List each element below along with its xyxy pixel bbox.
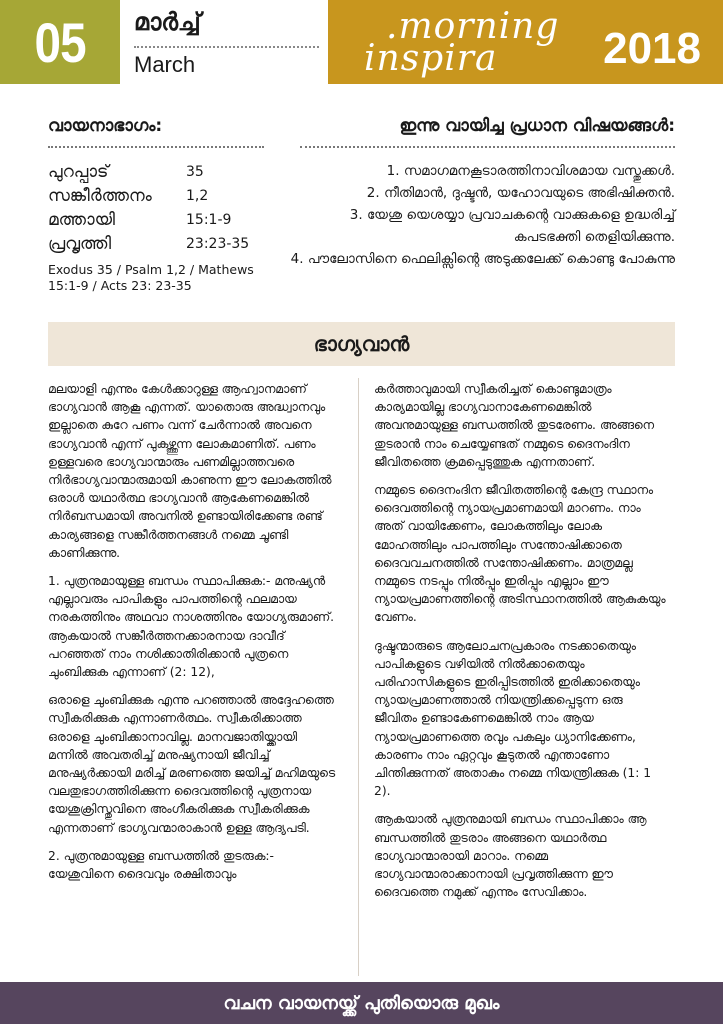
reading-ref: 1,2 (186, 188, 209, 204)
date-box (0, 0, 120, 84)
reading-book: മത്തായി (48, 210, 115, 230)
month-divider (134, 46, 319, 48)
article-paragraph: ദുഷ്ടന്മാരുടെ ആലോചനപ്രകാരം നടക്കാതെയും പാപികളുടെ വഴിയിൽ നിൽക്കാതെയും പരിഹാസികളുടെ ഇരിപ്പിടത്തിൽ ഇരിക്കാതെയും ന്യായപ്രമാണത്താൽ നിയന്ത്രിക്കപ്പെടുന്ന ഒരു ജീവിതം ഉണ്ടാകേണമെങ്കിൽ നാം ആയ ന്യായപ്രമാണത്തെ രവും പകലും ധ്യാനിക്കേണം, കാരണം നാം ഏറ്റവും കൂടുതൽ എന്താണോ ചിന്തിക്കുന്നത് അതാകും നമ്മെ നിയന്ത്രിക്കുക (1: 1 2). (374, 638, 652, 799)
reading-divider (48, 146, 264, 148)
reading-book: സങ്കീർത്തനം (48, 186, 152, 206)
article-paragraph: 1. പുത്രനുമായുള്ള ബന്ധം സ്ഥാപിക്കുക:- മനുഷ്യൻ എല്ലാവരും പാപികളും പാപത്തിന്റെ ഫലമായ നരകത്തിനും അഥവാ നാശത്തിനും യോഗ്യരുമാണ്. ആകയാൽ സങ്കീർത്തനക്കാരനായ ദാവീദ് പറഞ്ഞത് നാം നശിക്കാതിരിക്കാൻ പുത്രനെ ചുംബിക്കുക എന്നാണ് (2: 12), (48, 574, 334, 680)
reading-ref: 15:1-9 (186, 212, 232, 228)
article-title: ഭാഗ്യവാൻ (313, 332, 410, 356)
topics-divider (300, 146, 675, 148)
article-paragraph: കർത്താവുമായി സ്വീകരിച്ചത് കൊണ്ടുമാത്രം കാര്യമായില്ല ഭാഗ്യവാനാകേണമെങ്കിൽ അവനുമായുള്ള ബന്ധത്തിൽ തുടരേണം. അങ്ങനെ തുടരാൻ നാം ചെയ്യേണ്ടത് നമ്മുടെ ദൈനംദിന ജീവിതത്തെ ക്രമപ്പെടുത്തുക എന്നതാണ്. (374, 382, 654, 469)
brand-banner (328, 0, 723, 84)
reading-item (48, 184, 278, 208)
reading-item (48, 232, 278, 256)
reading-english: Exodus 35 / Psalm 1,2 / Mathews 15:1-9 / Acts 23: 23-35 (48, 262, 254, 293)
reading-book: പ്രവൃത്തി (48, 234, 112, 254)
brand-logo-morning: .morning (386, 6, 560, 47)
topics-list (280, 160, 675, 270)
reading-item (48, 160, 278, 184)
month-malayalam: മാർച്ച് (134, 8, 201, 36)
month-english: March (134, 52, 196, 77)
footer-banner (0, 982, 723, 1024)
article-paragraph: മലയാളി എന്നും കേൾക്കാറുള്ള ആഹ്വാനമാണ് ഭാഗ്യവാൻ ആകൂ എന്നത്. യാതൊരു അദ്ധ്വാനവും ഇല്ലാതെ കുറേ പണം വന്ന് ചേർന്നാൽ അവനെ ഭാഗ്യവാൻ എന്ന് പുകഴ്ത്തുന്ന ലോകമാണിത്. പണം ഉള്ളവരെ ഭാഗ്യവാന്മാരും പണമില്ലാത്തവരെ നിർഭാഗ്യവാന്മാരുമായി കാണുന്ന ഈ ലോകത്തിൽ ഒരാൾ യഥാർത്ഥ ഭാഗ്യവാൻ ആകേണമെങ്കിൽ നിർബന്ധമായി അവനിൽ ഉണ്ടായിരിക്കേണ്ട രണ്ട് കാര്യങ്ങളെ സങ്കീർത്തനങ്ങൾ നമ്മെ ചൂണ്ടി കാണിക്കുന്നു. (48, 382, 332, 560)
reading-ref: 35 (186, 164, 204, 180)
article-paragraph: ഒരാളെ ചുംബിക്കുക എന്നു പറഞ്ഞാൽ അദ്ദേഹത്തെ സ്വീകരിക്കുക എന്നാണർത്ഥം. സ്വീകരിക്കാത്ത ഒരാളെ ചുംബിക്കാനാവില്ല. മാനവജാതിയ്ക്കായി മന്നിൽ അവതരിച്ച് മനുഷ്യനായി ജീവിച്ച് മനുഷ്യർക്കായി മരിച്ച് മരണത്തെ ജയിച്ച് മഹിമയുടെ വലതുഭാഗത്തിരിക്കുന്ന ദൈവത്തിന്റെ പുത്രനായ യേശുക്രിസ്തുവിനെ അംഗീകരിക്കുക സ്വീകരിക്കുക എന്നതാണ് ഭാഗ്യവന്മാരാകാൻ ഉള്ള ആദ്യപടി. (48, 693, 336, 835)
reading-book: പുറപ്പാട് (48, 162, 109, 182)
footer-tagline: വചന വായനയ്ക്ക് പുതിയൊരു മുഖം (223, 992, 500, 1014)
article-column-left (48, 380, 340, 893)
brand-logo-inspira: inspira (364, 38, 498, 79)
reading-title: വായനാഭാഗം: (48, 116, 163, 136)
topic-item: 4. പൗലോസിനെ ഫെലിക്സിന്റെ അടുക്കലേക്ക് കൊണ്ടു പോകുന്നു (290, 251, 675, 267)
topic-item: 3. യേശു യെശയ്യാ പ്രവാചകന്റെ വാക്കുകളെ ഉദ്ധരിച്ച് കപടഭക്തി തെളിയിക്കുന്നു. (349, 207, 675, 245)
year-label: 2018 (603, 24, 701, 73)
column-divider (358, 378, 359, 976)
article-paragraph: 2. പുത്രനുമായുള്ള ബന്ധത്തിൽ തുടരുക:- യേശുവിനെ ദൈവവും രക്ഷിതാവും (48, 848, 274, 882)
article-paragraph: നമ്മുടെ ദൈനംദിന ജീവിതത്തിന്റെ കേന്ദ്ര സ്ഥാനം ദൈവത്തിന്റെ ന്യായപ്രമാണമായി മാറണം. നാം അത് വായിക്കേണം, ലോകത്തിലും ലോക മോഹത്തിലും പാപത്തിലും സന്തോഷിക്കാതെ ദൈവവചനത്തിൽ സന്തോഷിക്കണം. മാത്രമല്ല നമ്മുടെ നടപ്പും നിൽപ്പും ഇരിപ്പും എല്ലാം ഈ ന്യായപ്രമാണത്തിന്റെ അടിസ്ഥാനത്തിൽ ആകുകയും വേണം. (374, 483, 666, 625)
topics-title: ഇന്നു വായിച്ച പ്രധാന വിഷയങ്ങൾ: (399, 116, 675, 136)
topic-item: 2. നീതിമാൻ, ദുഷ്ടൻ, യഹോവയുടെ അഭിഷിക്തൻ. (366, 185, 675, 201)
day-number: 05 (34, 10, 86, 74)
reading-list (48, 160, 278, 256)
reading-item (48, 208, 278, 232)
article-paragraph: ആകയാൽ പുത്രനുമായി ബന്ധം സ്ഥാപിക്കാം ആ ബന്ധത്തിൽ തുടരാം അങ്ങനെ യഥാർത്ഥ ഭാഗ്യവാന്മാരായി മാറാം. നമ്മെ ഭാഗ്യവാന്മാരാക്കാനായി പ്രവൃത്തിക്കുന്ന ഈ ദൈവത്തെ നമുക്ക് എന്നും സേവിക്കാം. (374, 812, 647, 900)
reading-ref: 23:23-35 (186, 236, 250, 252)
article-title-band (48, 322, 675, 366)
topic-item: 1. സമാഗമനകൂടാരത്തിനാവിശമായ വസ്തുക്കൾ. (386, 163, 675, 179)
article-column-right (374, 380, 666, 911)
